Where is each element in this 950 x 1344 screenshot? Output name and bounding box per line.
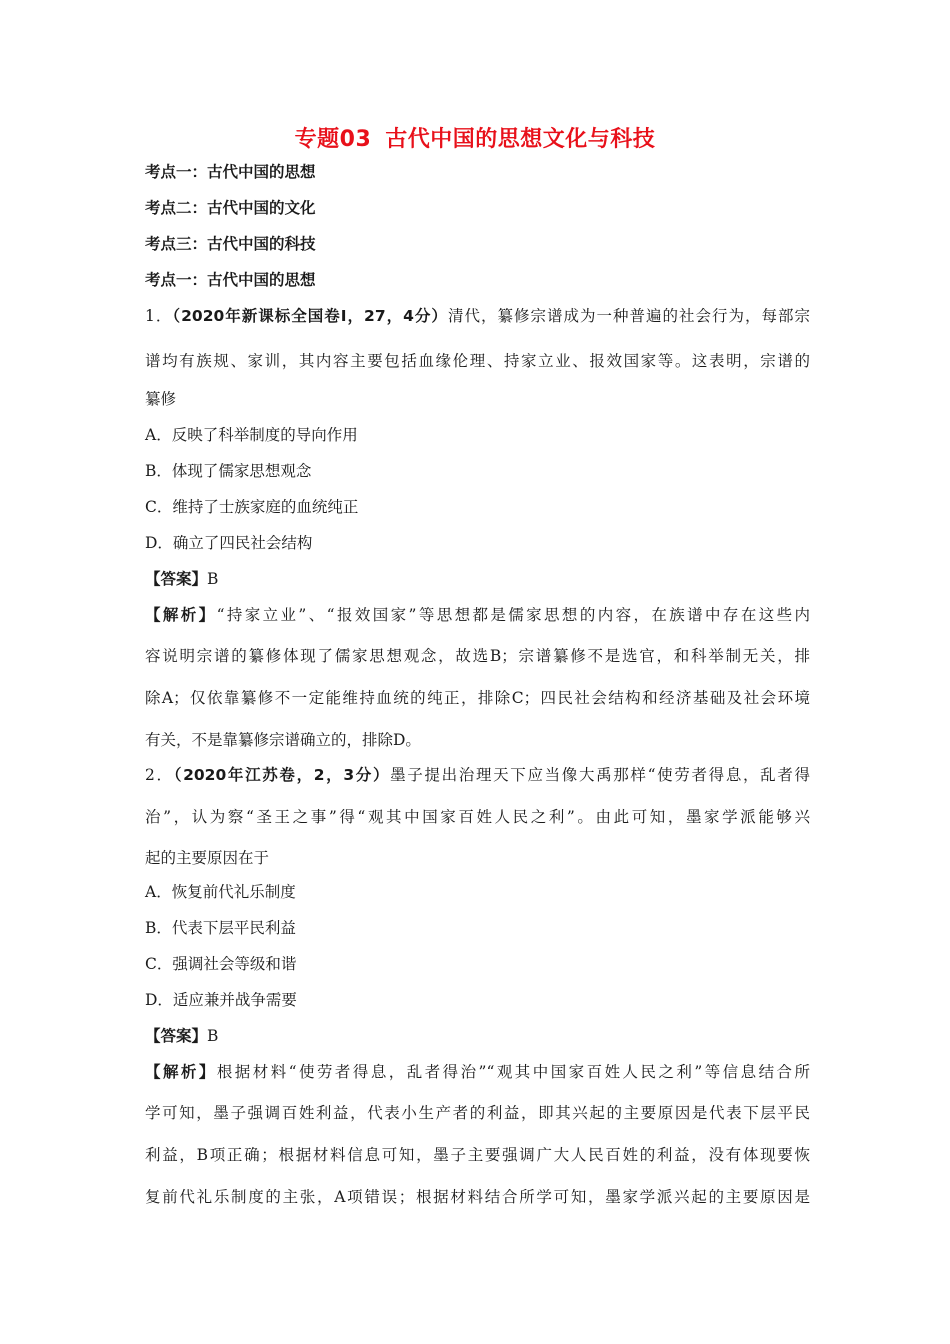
q1-answer-label: 【答案】: [145, 570, 208, 588]
q2-analysis-line-4: 复前代礼乐制度的主张，A项错误；根据材料结合所学可知，墨家学派兴起的主要原因是: [145, 1188, 810, 1206]
title-prefix: 专题03: [294, 127, 372, 152]
q2-option-a: A．恢复前代礼乐制度: [145, 883, 296, 901]
toc-item-2: 考点二：古代中国的文化: [145, 199, 316, 217]
q1-analysis-line-2: 容说明宗谱的纂修体现了儒家思想观念，故选B；宗谱纂修不是选官，和科举制无关，排: [145, 647, 810, 665]
q1-stem-text-1: 清代，纂修宗谱成为一种普遍的社会行为，每部宗: [447, 307, 810, 325]
q2-stem-line-2: 治”，认为察“圣王之事”得“观其中国家百姓人民之利”。由此可知，墨家学派能够兴: [145, 808, 810, 826]
q2-stem-line-3: 起的主要原因在于: [145, 849, 270, 867]
q1-stem-line-2: 谱均有族规、家训，其内容主要包括血缘伦理、持家立业、报效国家等。这表明，宗谱的: [145, 352, 810, 370]
q1-option-a: A．反映了科举制度的导向作用: [145, 426, 358, 444]
q1-analysis-label: 【解析】: [145, 606, 217, 624]
q2-stem-text-1: 墨子提出治理天下应当像大禹那样“使劳者得息，乱者得: [390, 766, 810, 784]
q2-source: （2020年江苏卷，2，3分）: [173, 766, 391, 784]
q2-option-c: C．强调社会等级和谐: [145, 955, 297, 973]
q1-stem-line-3: 纂修: [145, 390, 177, 408]
q2-option-d: D．适应兼并战争需要: [145, 991, 297, 1009]
q2-analysis-line-3: 利益，B项正确；根据材料信息可知，墨子主要强调广大人民百姓的利益，没有体现要恢: [145, 1146, 810, 1164]
page-title: [0, 122, 950, 153]
q2-stem-line-1: [145, 765, 810, 785]
q1-stem-line-1: [145, 306, 810, 326]
q2-answer: [145, 1026, 810, 1046]
q2-analysis-label: 【解析】: [145, 1063, 217, 1081]
q2-option-b: B．代表下层平民利益: [145, 919, 296, 937]
q2-analysis-text-1: 根据材料“使劳者得息，乱者得治”“观其中国家百姓人民之利”等信息结合所: [216, 1063, 810, 1081]
q1-analysis-line-3: 除A；仅依靠纂修不一定能维持血统的纯正，排除C；四民社会结构和经济基础及社会环境: [145, 689, 810, 707]
section-heading: 考点一：古代中国的思想: [145, 271, 316, 289]
q2-analysis-line-1: [145, 1062, 810, 1082]
q1-answer: [145, 569, 810, 589]
q1-option-c: C．维持了士族家庭的血统纯正: [145, 498, 359, 516]
q1-answer-value: B: [207, 570, 219, 588]
q1-analysis-line-1: [145, 605, 810, 625]
q1-option-b: B．体现了儒家思想观念: [145, 462, 312, 480]
q1-analysis-line-4: 有关，不是靠纂修宗谱确立的，排除D。: [145, 731, 421, 749]
q1-analysis-text-1: “持家立业”、“报效国家”等思想都是儒家思想的内容，在族谱中存在这些内: [216, 606, 810, 624]
q2-number: 2．: [145, 766, 174, 784]
q2-answer-value: B: [207, 1027, 219, 1045]
q1-source: （2020年新课标全国卷Ⅰ，27，4分）: [172, 307, 448, 325]
q1-option-d: D．确立了四民社会结构: [145, 534, 313, 552]
q2-analysis-line-2: 学可知，墨子强调百姓利益，代表小生产者的利益，即其兴起的主要原因是代表下层平民: [145, 1104, 810, 1122]
toc-item-1: 考点一：古代中国的思想: [145, 163, 316, 181]
q2-answer-label: 【答案】: [145, 1027, 208, 1045]
toc-item-3: 考点三：古代中国的科技: [145, 235, 316, 253]
title-main: 古代中国的思想文化与科技: [385, 127, 656, 152]
q1-number: 1．: [145, 307, 173, 325]
